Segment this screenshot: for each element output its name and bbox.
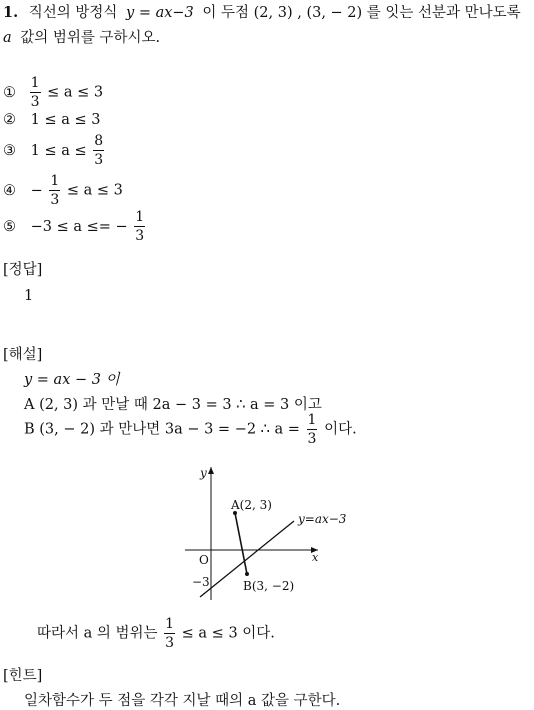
question-equation: y = ax−3: [126, 5, 194, 21]
conclusion-text: 따라서 a 의 범위는: [37, 625, 158, 642]
hint-text: 일차함수가 두 점을 각각 지날 때의 a 값을 구한다.: [24, 693, 341, 709]
option-marker: ④: [3, 182, 16, 199]
question-text-2: 이 두점 (2, 3) , (3, − 2) 를 잇는 선분과 만나도록: [202, 5, 521, 21]
x-axis-label: x: [312, 551, 319, 564]
solution-fraction: $\frac{1}{3}$: [307, 412, 317, 447]
answer-value: 1: [24, 288, 34, 304]
option-marker: ①: [3, 84, 16, 101]
option-fraction: $\frac{1}{3}$: [135, 209, 145, 244]
solution-line-2: A (2, 3) 과 만날 때 2a − 3 = 3 ∴ a = 3 이고: [24, 397, 322, 413]
origin-label: O: [199, 553, 209, 567]
option-marker: ②: [3, 112, 16, 128]
solution-conclusion: [37, 617, 275, 650]
conclusion-post: ≤ a ≤ 3 이다.: [181, 625, 275, 642]
solution-header: [해설]: [3, 347, 43, 363]
option-fraction: $\frac{1}{3}$: [30, 75, 40, 110]
option-fraction: $\frac{1}{3}$: [50, 173, 60, 208]
hint-header: [힌트]: [3, 668, 43, 684]
question-var: a: [3, 30, 12, 46]
conclusion-fraction: $\frac{1}{3}$: [165, 616, 175, 651]
option-text: −3 ≤ a ≤= −: [30, 218, 128, 235]
option-fraction: $\frac{8}{3}$: [94, 133, 104, 168]
option-text: ≤ a ≤ 3: [66, 182, 123, 199]
line-label: y=ax−3: [298, 512, 347, 526]
solution-line-3-text: B (3, − 2) 과 만나면 3a − 3 = −2 ∴ a =: [24, 421, 300, 438]
option-text: 1 ≤ a ≤ 3: [30, 112, 101, 128]
option-marker: ③: [3, 142, 16, 159]
point-b-label: B(3, −2): [243, 579, 295, 593]
point-b: [245, 572, 249, 576]
answer-header: [정답]: [3, 262, 43, 278]
question-text-1: 직선의 방정식: [28, 5, 118, 21]
y-intercept-label: −3: [192, 575, 210, 589]
question-number: 1.: [3, 4, 19, 21]
y-axis-arrow-icon: [208, 467, 214, 474]
y-axis-label: y: [200, 466, 207, 480]
question-text-3: 값의 범위를 구하시오.: [20, 30, 161, 46]
solution-line-3-post: 이다.: [324, 421, 357, 438]
option-text: ≤ a ≤ 3: [47, 84, 104, 101]
option-text: 1 ≤ a ≤: [30, 142, 87, 159]
option-marker: ⑤: [3, 218, 16, 235]
point-a-label: A(2, 3): [231, 498, 272, 512]
solution-line-1: y = ax − 3 이: [24, 372, 120, 388]
option-text: −: [30, 182, 43, 199]
segment-ab: [235, 513, 247, 574]
